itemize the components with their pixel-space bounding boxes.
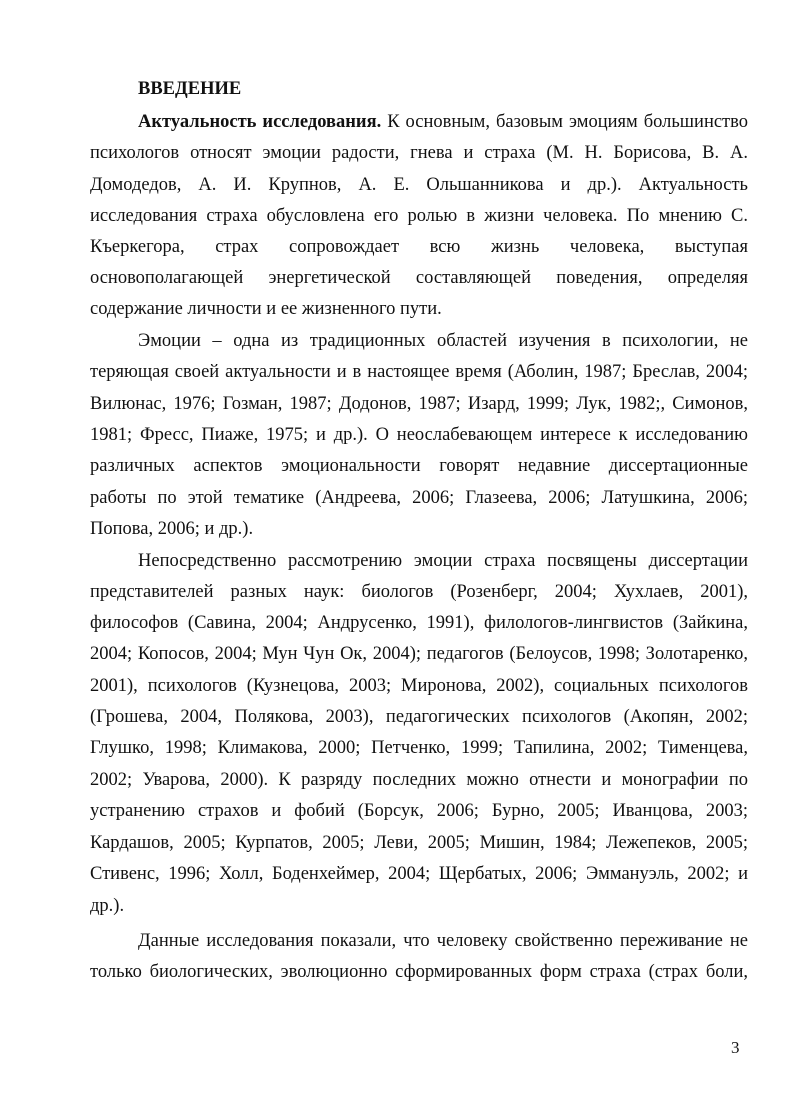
paragraph-1-line-3: Домодедов, А. И. Крупнов, А. Е. Ольшанникова и др.). Актуальность — [90, 175, 748, 195]
paragraph-3-line-4: 2004; Копосов, 2004; Мун Чун Ок, 2004); педагогов (Белоусов, 1998; Золотаренко, — [90, 644, 748, 664]
paragraph-1-line-4: исследования страха обусловлена его ролью в жизни человека. По мнению С. — [90, 206, 748, 226]
paragraph-2-line-1: Эмоции – одна из традиционных областей изучения в психологии, не — [138, 331, 748, 351]
paragraph-3-line-5: 2001), психологов (Кузнецова, 2003; Миронова, 2002), социальных психологов — [90, 676, 748, 696]
paragraph-4-line-2: только биологических, эволюционно сформированных форм страха (страх боли, — [90, 962, 748, 982]
paragraph-1-line-7: содержание личности и ее жизненного пути. — [90, 299, 442, 319]
paragraph-2-line-6: работы по этой тематике (Андреева, 2006; Глазеева, 2006; Латушкина, 2006; — [90, 488, 748, 508]
paragraph-2-line-3: Вилюнас, 1976; Гозман, 1987; Додонов, 1987; Изард, 1999; Лук, 1982;, Симонов, — [90, 394, 748, 414]
section-heading: ВВЕДЕНИЕ — [138, 79, 242, 99]
paragraph-3-line-3: философов (Савина, 2004; Андрусенко, 1991), филологов-лингвистов (Зайкина, — [90, 613, 748, 633]
paragraph-4-line-1: Данные исследования показали, что человеку свойственно переживание не — [138, 931, 748, 951]
paragraph-3-line-11: Стивенс, 1996; Холл, Боденхеймер, 2004; Щербатых, 2006; Эммануэль, 2002; и — [90, 864, 748, 884]
paragraph-3-line-1: Непосредственно рассмотрению эмоции страха посвящены диссертации — [138, 551, 748, 571]
paragraph-3-line-8: 2002; Уварова, 2000). К разряду последних можно отнести и монографии по — [90, 770, 748, 790]
paragraph-1-line-2: психологов относят эмоции радости, гнева и страха (М. Н. Борисова, В. А. — [90, 143, 748, 163]
paragraph-1-line-1 — [138, 109, 748, 135]
paragraph-1-line-5: Къеркегора, страх сопровождает всю жизнь человека, выступая — [90, 237, 748, 257]
paragraph-2-line-2: теряющая своей актуальности и в настоящее время (Аболин, 1987; Бреслав, 2004; — [90, 362, 748, 382]
paragraph-1-line-1-text: К основным, базовым эмоциям большинство — [381, 112, 748, 132]
page-number: 3 — [731, 1038, 740, 1057]
bold-lead-phrase: Актуальность исследования. — [138, 112, 382, 132]
paragraph-2-line-7: Попова, 2006; и др.). — [90, 519, 254, 539]
paragraph-3-line-9: устранению страхов и фобий (Борсук, 2006; Бурно, 2005; Иванцова, 2003; — [90, 801, 748, 821]
paragraph-2-line-4: 1981; Фресс, Пиаже, 1975; и др.). О неослабевающем интересе к исследованию — [90, 425, 748, 445]
paragraph-2-line-5: различных аспектов эмоциональности говорят недавние диссертационные — [90, 456, 748, 476]
paragraph-3-line-12: др.). — [90, 896, 125, 916]
paragraph-3-line-7: Глушко, 1998; Климакова, 2000; Петченко, 1999; Тапилина, 2002; Тименцева, — [90, 738, 748, 758]
paragraph-3-line-2: представителей разных наук: биологов (Розенберг, 2004; Хухлаев, 2001), — [90, 582, 748, 602]
paragraph-3-line-10: Кардашов, 2005; Курпатов, 2005; Леви, 2005; Мишин, 1984; Лежепеков, 2005; — [90, 833, 748, 853]
paragraph-3-line-6: (Грошева, 2004, Полякова, 2003), педагогических психологов (Акопян, 2002; — [90, 707, 748, 727]
paragraph-1-line-6: основополагающей энергетической составляющей поведения, определяя — [90, 268, 748, 288]
